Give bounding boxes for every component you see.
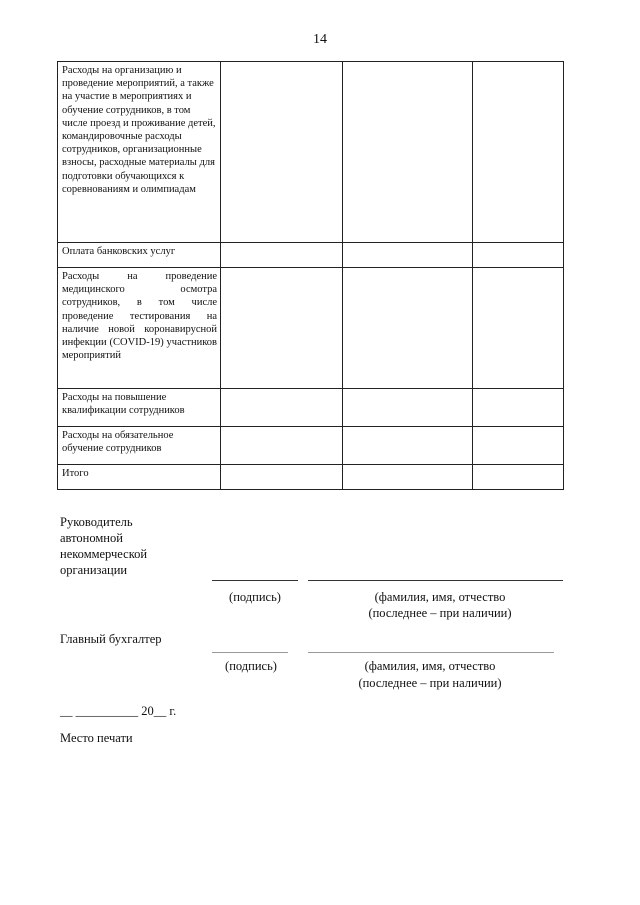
table-cell	[473, 427, 564, 465]
table-row	[58, 243, 564, 268]
accountant-name-caption-line2: (последнее – при наличии)	[358, 676, 502, 690]
head-name-caption-line1: (фамилия, имя, отчество	[374, 590, 506, 604]
table-cell	[473, 389, 564, 427]
table-row	[58, 427, 564, 465]
table-cell	[473, 465, 564, 490]
row-label-qualification: Расходы на повышение квалификации сотрудников	[58, 389, 221, 427]
table-row	[58, 268, 564, 389]
accountant-name-line	[308, 652, 554, 653]
table-cell	[343, 389, 473, 427]
row-label-medical: Расходы на проведение медицинского осмотра сотрудников, в том числе проведение тестирования на наличие новой коронавирусной инфекции (COVID-19) участников мероприятий	[58, 268, 221, 389]
table-cell	[343, 465, 473, 490]
head-signature-caption: (подпись)	[229, 590, 281, 604]
table-cell	[473, 268, 564, 389]
table-cell	[473, 62, 564, 243]
expense-table	[57, 61, 564, 490]
table-cell	[221, 268, 343, 389]
head-title-line2: автономной	[60, 531, 123, 545]
head-title-line4: организации	[60, 563, 128, 577]
table-cell	[221, 243, 343, 268]
table-cell	[221, 427, 343, 465]
table-row	[58, 465, 564, 490]
table-cell	[343, 427, 473, 465]
table-cell	[221, 389, 343, 427]
date-line: __ __________ 20__ г.	[60, 704, 177, 718]
head-name-line	[308, 580, 563, 581]
table-cell	[343, 243, 473, 268]
row-label-events: Расходы на организацию и проведение мероприятий, а также на участие в мероприятиях и обучение сотрудников, в том числе проезд и проживание детей, командировочные расходы сотрудников, организационные взносы, расходные материалы для подготовки обучающихся к соревнованиям и олимпиадам	[58, 62, 221, 243]
accountant-signature-caption: (подпись)	[225, 659, 277, 673]
row-label-bank-services: Оплата банковских услуг	[58, 243, 221, 268]
table-cell	[221, 62, 343, 243]
head-title-line3: некоммерческой	[60, 547, 148, 561]
table-cell	[473, 243, 564, 268]
head-title-line1: Руководитель	[60, 515, 133, 529]
table-row	[58, 389, 564, 427]
accountant-signature-line	[212, 652, 288, 653]
head-name-caption-line2: (последнее – при наличии)	[368, 606, 512, 620]
row-label-mandatory-training: Расходы на обязательное обучение сотрудников	[58, 427, 221, 465]
page-number: 14	[313, 32, 327, 47]
accountant-name-caption-line1: (фамилия, имя, отчество	[364, 659, 496, 673]
table-cell	[343, 268, 473, 389]
stamp-place-label: Место печати	[60, 731, 133, 745]
table-row	[58, 62, 564, 243]
table-cell	[343, 62, 473, 243]
row-label-total: Итого	[58, 465, 221, 490]
table-cell	[221, 465, 343, 490]
chief-accountant-label: Главный бухгалтер	[60, 632, 162, 646]
head-signature-line	[212, 580, 298, 581]
